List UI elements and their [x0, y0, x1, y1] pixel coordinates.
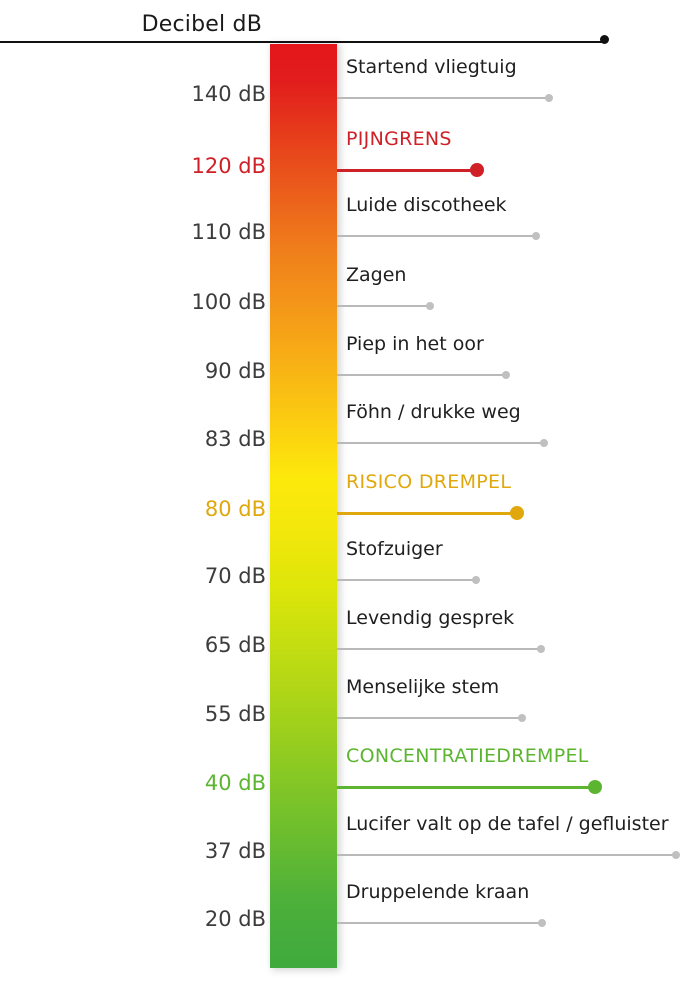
- gradient-bar: [270, 44, 337, 968]
- leader-dot: [532, 232, 540, 240]
- scale-value: 70 dB: [204, 564, 266, 588]
- leader-dot: [510, 506, 524, 520]
- top-axis-dot: [600, 35, 609, 44]
- leader-line: [337, 305, 430, 307]
- leader-dot: [545, 94, 553, 102]
- leader-dot: [672, 851, 680, 859]
- scale-label: Lucifer valt op de tafel / gefluister: [346, 813, 669, 835]
- leader-line: [337, 579, 476, 581]
- leader-dot: [537, 645, 545, 653]
- scale-value: 80 dB: [204, 497, 266, 521]
- scale-label: Luide discotheek: [346, 194, 507, 216]
- leader-line: [337, 169, 477, 172]
- scale-label: Menselijke stem: [346, 676, 500, 698]
- scale-label: RISICO DREMPEL: [346, 471, 512, 493]
- scale-value: 83 dB: [204, 427, 266, 451]
- leader-dot: [588, 780, 602, 794]
- leader-line: [337, 648, 541, 650]
- scale-label: Zagen: [346, 264, 407, 286]
- scale-label: Föhn / drukke weg: [346, 401, 521, 423]
- leader-line: [337, 235, 536, 237]
- scale-value: 40 dB: [204, 771, 266, 795]
- leader-dot: [472, 576, 480, 584]
- scale-label: Piep in het oor: [346, 333, 484, 355]
- leader-line: [337, 922, 542, 924]
- leader-line: [337, 854, 676, 856]
- leader-dot: [540, 439, 548, 447]
- scale-label: Druppelende kraan: [346, 881, 530, 903]
- scale-value: 90 dB: [204, 359, 266, 383]
- leader-dot: [518, 714, 526, 722]
- leader-line: [337, 512, 517, 515]
- scale-value: 55 dB: [204, 702, 266, 726]
- scale-label: Stofzuiger: [346, 538, 443, 560]
- leader-line: [337, 717, 522, 719]
- scale-label: PIJNGRENS: [346, 128, 452, 150]
- leader-dot: [502, 371, 510, 379]
- leader-line: [337, 374, 506, 376]
- scale-value: 65 dB: [204, 633, 266, 657]
- scale-value: 37 dB: [204, 839, 266, 863]
- scale-value: 140 dB: [191, 82, 266, 106]
- leader-line: [337, 786, 595, 789]
- top-axis-line: [0, 41, 603, 43]
- scale-value: 20 dB: [204, 907, 266, 931]
- scale-label: Levendig gesprek: [346, 607, 515, 629]
- leader-line: [337, 442, 544, 444]
- leader-line: [337, 97, 549, 99]
- leader-dot: [538, 919, 546, 927]
- scale-value: 110 dB: [191, 220, 266, 244]
- leader-dot: [426, 302, 434, 310]
- leader-dot: [470, 163, 484, 177]
- page-title: Decibel dB: [141, 12, 262, 37]
- scale-value: 120 dB: [191, 154, 266, 178]
- scale-label: CONCENTRATIEDREMPEL: [346, 745, 589, 767]
- scale-label: Startend vliegtuig: [346, 56, 517, 78]
- scale-value: 100 dB: [191, 290, 266, 314]
